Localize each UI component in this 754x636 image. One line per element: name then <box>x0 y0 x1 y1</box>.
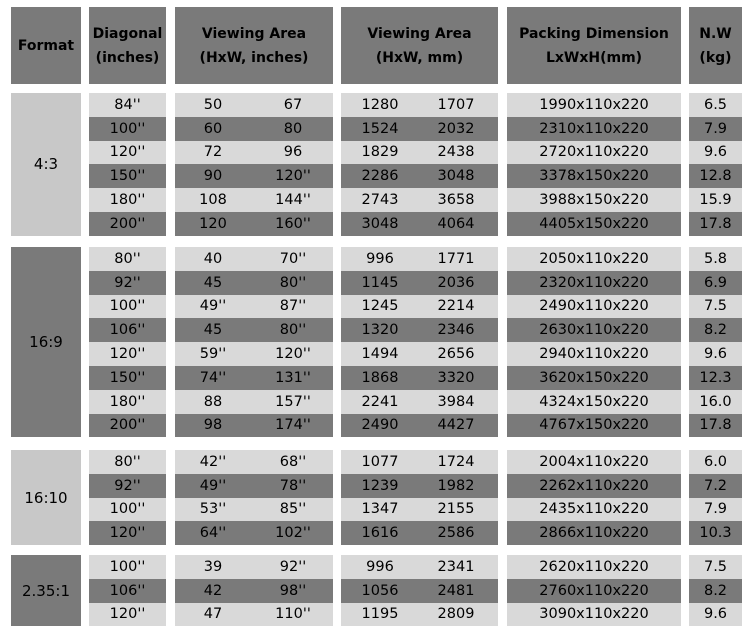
table-cell-diag <box>89 164 166 188</box>
header-format <box>11 7 81 84</box>
table-cell-vmm <box>341 212 498 236</box>
cell-value-w_mm: 2214 <box>437 298 475 315</box>
cell-value-w_in: 131'' <box>275 369 311 386</box>
cell-value-nw: 17.8 <box>699 417 732 434</box>
cell-value-h_mm: 2743 <box>361 192 399 209</box>
cell-value-pack: 2262x110x220 <box>539 477 649 494</box>
cell-value-nw: 9.6 <box>703 346 728 363</box>
header-net-weight <box>689 7 742 84</box>
cell-value-diag: 150'' <box>109 168 146 185</box>
cell-value-w_mm: 2341 <box>437 558 475 575</box>
cell-value-pack: 2050x110x220 <box>539 250 649 267</box>
cell-value-w_mm: 2438 <box>437 144 475 161</box>
cell-value-h_mm: 1145 <box>361 274 399 291</box>
table-cell-vmm <box>341 93 498 117</box>
table-cell-vmm <box>341 164 498 188</box>
cell-value-h_mm: 1868 <box>361 369 399 386</box>
table-cell-vin <box>175 164 333 188</box>
table-cell-vin <box>175 521 333 545</box>
cell-value-w_in: 80'' <box>279 274 307 291</box>
table-cell-vin <box>175 474 333 498</box>
cell-value-w_in: 120'' <box>275 346 311 363</box>
header-packing-dimension <box>507 7 681 84</box>
table-cell-diag <box>89 295 166 319</box>
cell-value-pack: 2004x110x220 <box>539 453 649 470</box>
cell-value-h_mm: 2490 <box>361 417 399 434</box>
table-cell-pack <box>507 212 681 236</box>
table-cell-diag <box>89 579 166 603</box>
header-diagonal-line2: (inches) <box>95 49 160 66</box>
table-cell-nw <box>689 247 742 271</box>
table-cell-vin <box>175 117 333 141</box>
cell-value-h_mm: 996 <box>366 250 394 267</box>
cell-value-h_mm: 1239 <box>361 477 399 494</box>
cell-value-h_in: 50 <box>203 96 223 113</box>
cell-value-diag: 180'' <box>109 192 146 209</box>
cell-value-h_in: 42 <box>203 582 223 599</box>
table-cell-pack <box>507 450 681 474</box>
cell-value-pack: 2620x110x220 <box>539 558 649 575</box>
cell-value-h_in: 45 <box>203 322 223 339</box>
table-cell-nw <box>689 498 742 522</box>
table-cell-diag <box>89 450 166 474</box>
cell-value-w_in: 174'' <box>275 417 311 434</box>
cell-value-nw: 5.8 <box>703 250 728 267</box>
table-cell-vmm <box>341 450 498 474</box>
cell-value-diag: 80'' <box>114 250 141 267</box>
table-cell-nw <box>689 579 742 603</box>
table-cell-vmm <box>341 318 498 342</box>
cell-value-w_mm: 3984 <box>437 393 475 410</box>
table-cell-pack <box>507 295 681 319</box>
table-cell-vin <box>175 295 333 319</box>
table-cell-vin <box>175 271 333 295</box>
cell-value-pack: 2490x110x220 <box>539 298 649 315</box>
cell-value-w_in: 87'' <box>279 298 307 315</box>
table-cell-nw <box>689 342 742 366</box>
cell-value-h_mm: 996 <box>366 558 394 575</box>
header-viewing-inches-line2: (HxW, inches) <box>199 49 309 66</box>
cell-value-w_in: 68'' <box>279 453 307 470</box>
cell-value-diag: 200'' <box>109 417 146 434</box>
table-cell-diag <box>89 474 166 498</box>
cell-value-pack: 3988x150x220 <box>539 192 649 209</box>
table-cell-pack <box>507 521 681 545</box>
table-cell-vin <box>175 366 333 390</box>
cell-value-w_mm: 2586 <box>437 525 475 542</box>
cell-value-w_mm: 4427 <box>437 417 475 434</box>
cell-value-h_in: 64'' <box>199 525 227 542</box>
cell-value-w_in: 78'' <box>279 477 307 494</box>
cell-value-nw: 8.2 <box>703 582 728 599</box>
cell-value-diag: 100'' <box>109 120 146 137</box>
cell-value-diag: 92'' <box>114 477 141 494</box>
table-cell-vmm <box>341 498 498 522</box>
cell-value-h_in: 45 <box>203 274 223 291</box>
table-cell-nw <box>689 474 742 498</box>
cell-value-nw: 6.5 <box>703 96 728 113</box>
table-cell-pack <box>507 117 681 141</box>
cell-value-nw: 16.0 <box>699 393 732 410</box>
table-cell-pack <box>507 414 681 438</box>
table-cell-vmm <box>341 342 498 366</box>
table-cell-diag <box>89 141 166 165</box>
cell-value-w_in: 67 <box>283 96 303 113</box>
cell-value-nw: 17.8 <box>699 215 732 232</box>
cell-value-pack: 2320x110x220 <box>539 274 649 291</box>
cell-value-h_mm: 1524 <box>361 120 399 137</box>
cell-value-w_in: 85'' <box>279 501 307 518</box>
cell-value-pack: 2435x110x220 <box>539 501 649 518</box>
header-diagonal-line1: Diagonal <box>92 25 163 42</box>
cell-value-w_in: 80'' <box>279 322 307 339</box>
table-cell-nw <box>689 164 742 188</box>
format-cell: 16:10 <box>11 450 81 545</box>
cell-value-w_mm: 2032 <box>437 120 475 137</box>
header-viewing-inches-line1: Viewing Area <box>201 25 307 42</box>
table-cell-vmm <box>341 271 498 295</box>
table-cell-vin <box>175 247 333 271</box>
table-cell-diag <box>89 390 166 414</box>
cell-value-w_in: 96 <box>283 144 303 161</box>
cell-value-pack: 3090x110x220 <box>539 606 649 623</box>
cell-value-diag: 100'' <box>109 298 146 315</box>
table-cell-vin <box>175 579 333 603</box>
cell-value-w_mm: 3048 <box>437 168 475 185</box>
table-cell-vin <box>175 342 333 366</box>
cell-value-h_in: 42'' <box>199 453 227 470</box>
cell-value-h_in: 72 <box>203 144 223 161</box>
table-cell-diag <box>89 188 166 212</box>
cell-value-w_in: 80 <box>283 120 303 137</box>
cell-value-w_in: 110'' <box>275 606 311 623</box>
header-packing-line2: LxWxH(mm) <box>545 49 643 66</box>
cell-value-w_mm: 1771 <box>437 250 475 267</box>
cell-value-nw: 9.6 <box>703 606 728 623</box>
cell-value-diag: 120'' <box>109 606 146 623</box>
cell-value-diag: 100'' <box>109 501 146 518</box>
cell-value-w_mm: 1982 <box>437 477 475 494</box>
cell-value-h_in: 60 <box>203 120 223 137</box>
cell-value-w_in: 70'' <box>279 250 307 267</box>
format-cell: 4:3 <box>11 93 81 236</box>
table-cell-vin <box>175 141 333 165</box>
table-cell-vin <box>175 93 333 117</box>
cell-value-h_in: 90 <box>203 168 223 185</box>
cell-value-h_mm: 2286 <box>361 168 399 185</box>
header-viewing-area-mm <box>341 7 498 84</box>
table-cell-pack <box>507 603 681 627</box>
table-cell-nw <box>689 521 742 545</box>
cell-value-pack: 3378x150x220 <box>539 168 649 185</box>
table-cell-pack <box>507 318 681 342</box>
cell-value-nw: 8.2 <box>703 322 728 339</box>
table-cell-nw <box>689 188 742 212</box>
cell-value-h_in: 49'' <box>199 298 227 315</box>
table-cell-vin <box>175 414 333 438</box>
table-cell-vin <box>175 390 333 414</box>
cell-value-pack: 1990x110x220 <box>539 96 649 113</box>
cell-value-h_mm: 1494 <box>361 346 399 363</box>
header-viewing-area-inches <box>175 7 333 84</box>
cell-value-nw: 10.3 <box>699 525 732 542</box>
cell-value-w_mm: 2155 <box>437 501 475 518</box>
cell-value-pack: 3620x150x220 <box>539 369 649 386</box>
header-diagonal <box>89 7 166 84</box>
cell-value-h_in: 53'' <box>199 501 227 518</box>
table-cell-vmm <box>341 247 498 271</box>
cell-value-diag: 120'' <box>109 346 146 363</box>
table-cell-nw <box>689 93 742 117</box>
table-cell-vmm <box>341 117 498 141</box>
table-cell-pack <box>507 579 681 603</box>
header-format-label: Format <box>17 37 75 54</box>
table-cell-diag <box>89 271 166 295</box>
cell-value-w_mm: 1724 <box>437 453 475 470</box>
cell-value-h_in: 98 <box>203 417 223 434</box>
cell-value-diag: 92'' <box>114 274 141 291</box>
cell-value-w_mm: 4064 <box>437 215 475 232</box>
table-cell-diag <box>89 93 166 117</box>
table-cell-diag <box>89 342 166 366</box>
cell-value-h_in: 59'' <box>199 346 227 363</box>
table-cell-pack <box>507 390 681 414</box>
table-cell-diag <box>89 603 166 627</box>
cell-value-h_mm: 1829 <box>361 144 399 161</box>
cell-value-pack: 2940x110x220 <box>539 346 649 363</box>
cell-value-pack: 4405x150x220 <box>539 215 649 232</box>
cell-value-h_mm: 1056 <box>361 582 399 599</box>
table-cell-diag <box>89 555 166 579</box>
format-cell: 16:9 <box>11 247 81 437</box>
cell-value-pack: 2866x110x220 <box>539 525 649 542</box>
cell-value-diag: 106'' <box>109 582 146 599</box>
header-nw-line1: N.W <box>699 25 732 42</box>
cell-value-w_in: 160'' <box>275 215 311 232</box>
cell-value-h_in: 40 <box>203 250 223 267</box>
cell-value-w_mm: 2346 <box>437 322 475 339</box>
header-packing-line1: Packing Dimension <box>519 25 669 42</box>
cell-value-w_in: 120'' <box>275 168 311 185</box>
table-cell-pack <box>507 188 681 212</box>
table-cell-vin <box>175 212 333 236</box>
cell-value-h_mm: 1245 <box>361 298 399 315</box>
table-cell-vmm <box>341 390 498 414</box>
table-cell-pack <box>507 141 681 165</box>
cell-value-diag: 100'' <box>109 558 146 575</box>
format-cell: 2.35:1 <box>11 555 81 626</box>
cell-value-nw: 7.9 <box>703 501 728 518</box>
table-cell-pack <box>507 247 681 271</box>
cell-value-w_mm: 2036 <box>437 274 475 291</box>
table-cell-vin <box>175 603 333 627</box>
table-cell-vmm <box>341 366 498 390</box>
cell-value-w_in: 144'' <box>275 192 311 209</box>
table-cell-vin <box>175 555 333 579</box>
table-cell-pack <box>507 474 681 498</box>
cell-value-diag: 120'' <box>109 144 146 161</box>
cell-value-h_in: 74'' <box>199 369 227 386</box>
cell-value-diag: 180'' <box>109 393 146 410</box>
cell-value-h_in: 120 <box>199 215 227 232</box>
table-cell-diag <box>89 521 166 545</box>
table-cell-diag <box>89 212 166 236</box>
cell-value-h_mm: 1077 <box>361 453 399 470</box>
table-cell-nw <box>689 318 742 342</box>
cell-value-w_in: 102'' <box>275 525 311 542</box>
table-cell-vin <box>175 318 333 342</box>
table-cell-vmm <box>341 414 498 438</box>
cell-value-w_mm: 3658 <box>437 192 475 209</box>
table-cell-pack <box>507 498 681 522</box>
cell-value-pack: 2310x110x220 <box>539 120 649 137</box>
table-cell-diag <box>89 414 166 438</box>
cell-value-diag: 106'' <box>109 322 146 339</box>
cell-value-w_mm: 2481 <box>437 582 475 599</box>
cell-value-w_mm: 2656 <box>437 346 475 363</box>
table-cell-nw <box>689 366 742 390</box>
table-cell-pack <box>507 555 681 579</box>
cell-value-h_mm: 1195 <box>361 606 399 623</box>
cell-value-nw: 6.9 <box>703 274 728 291</box>
table-cell-nw <box>689 555 742 579</box>
cell-value-w_mm: 1707 <box>437 96 475 113</box>
table-cell-vin <box>175 188 333 212</box>
cell-value-h_mm: 1320 <box>361 322 399 339</box>
table-cell-vmm <box>341 295 498 319</box>
table-cell-vmm <box>341 521 498 545</box>
table-cell-pack <box>507 271 681 295</box>
cell-value-pack: 2630x110x220 <box>539 322 649 339</box>
table-cell-vmm <box>341 474 498 498</box>
table-cell-vin <box>175 498 333 522</box>
table-cell-diag <box>89 366 166 390</box>
header-nw-line2: (kg) <box>699 49 732 66</box>
cell-value-pack: 4324x150x220 <box>539 393 649 410</box>
table-cell-nw <box>689 117 742 141</box>
cell-value-w_mm: 2809 <box>437 606 475 623</box>
cell-value-diag: 80'' <box>114 453 141 470</box>
table-cell-diag <box>89 247 166 271</box>
cell-value-h_mm: 2241 <box>361 393 399 410</box>
cell-value-nw: 6.0 <box>703 453 728 470</box>
cell-value-w_mm: 3320 <box>437 369 475 386</box>
cell-value-nw: 9.6 <box>703 144 728 161</box>
cell-value-diag: 200'' <box>109 215 146 232</box>
cell-value-nw: 15.9 <box>699 192 732 209</box>
header-viewing-mm-line2: (HxW, mm) <box>375 49 464 66</box>
cell-value-w_in: 92'' <box>279 558 307 575</box>
table-cell-pack <box>507 342 681 366</box>
table-cell-vmm <box>341 555 498 579</box>
cell-value-nw: 7.5 <box>703 298 728 315</box>
cell-value-pack: 4767x150x220 <box>539 417 649 434</box>
table-cell-nw <box>689 141 742 165</box>
header-viewing-mm-line1: Viewing Area <box>367 25 472 42</box>
cell-value-nw: 7.2 <box>703 477 728 494</box>
cell-value-h_in: 108 <box>199 192 227 209</box>
cell-value-diag: 150'' <box>109 369 146 386</box>
cell-value-h_mm: 1347 <box>361 501 399 518</box>
table-cell-nw <box>689 414 742 438</box>
table-cell-nw <box>689 212 742 236</box>
cell-value-nw: 12.3 <box>699 369 732 386</box>
table-cell-vmm <box>341 188 498 212</box>
cell-value-h_in: 39 <box>203 558 223 575</box>
cell-value-diag: 84'' <box>114 96 141 113</box>
cell-value-h_mm: 3048 <box>361 215 399 232</box>
cell-value-diag: 120'' <box>109 525 146 542</box>
table-cell-nw <box>689 450 742 474</box>
cell-value-h_in: 47 <box>203 606 223 623</box>
cell-value-nw: 12.8 <box>699 168 732 185</box>
cell-value-w_in: 98'' <box>279 582 307 599</box>
table-cell-pack <box>507 366 681 390</box>
table-cell-nw <box>689 271 742 295</box>
table-cell-vmm <box>341 579 498 603</box>
table-cell-vmm <box>341 141 498 165</box>
table-cell-diag <box>89 117 166 141</box>
cell-value-nw: 7.9 <box>703 120 728 137</box>
cell-value-h_in: 49'' <box>199 477 227 494</box>
table-cell-pack <box>507 93 681 117</box>
cell-value-h_mm: 1280 <box>361 96 399 113</box>
table-cell-diag <box>89 498 166 522</box>
table-cell-vmm <box>341 603 498 627</box>
table-cell-nw <box>689 390 742 414</box>
cell-value-h_mm: 1616 <box>361 525 399 542</box>
table-cell-nw <box>689 603 742 627</box>
table-cell-pack <box>507 164 681 188</box>
cell-value-pack: 2760x110x220 <box>539 582 649 599</box>
table-cell-nw <box>689 295 742 319</box>
cell-value-h_in: 88 <box>203 393 223 410</box>
table-cell-vin <box>175 450 333 474</box>
table-cell-diag <box>89 318 166 342</box>
cell-value-nw: 7.5 <box>703 558 728 575</box>
cell-value-w_in: 157'' <box>275 393 311 410</box>
cell-value-pack: 2720x110x220 <box>539 144 649 161</box>
